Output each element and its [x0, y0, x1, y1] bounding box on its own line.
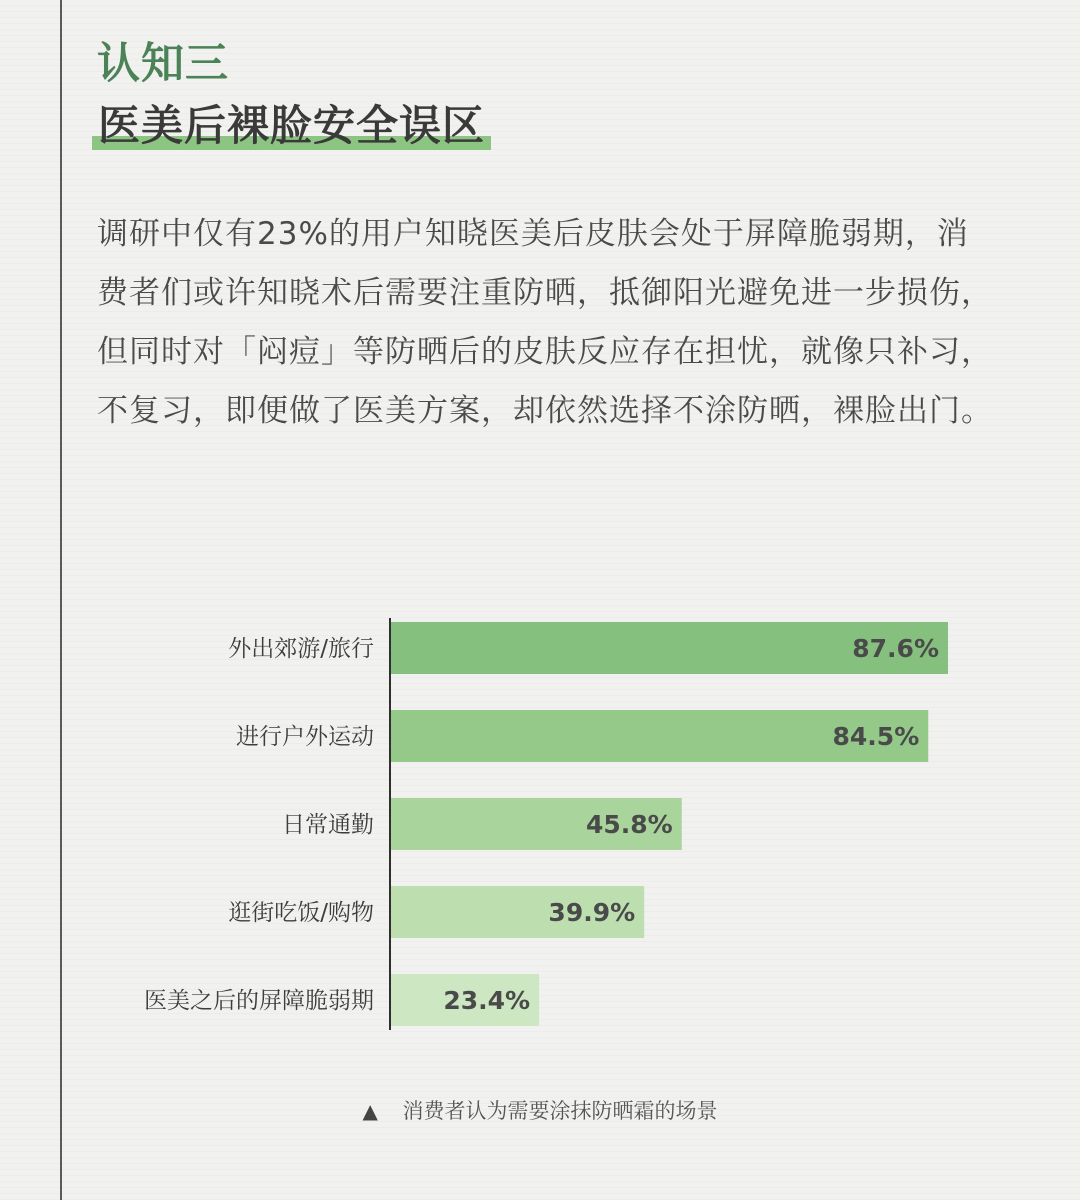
section-number: 认知三 [97, 39, 229, 89]
section-title-block [92, 95, 491, 157]
value-label: 39.9% [548, 898, 636, 927]
category-label: 进行户外运动 [236, 724, 374, 750]
scenario-bar-chart [0, 600, 1080, 1060]
value-label: 23.4% [443, 986, 531, 1015]
body-paragraph: 调研中仅有23%的用户知晓医美后皮肤会处于屏障脆弱期，消费者们或许知晓术后需要注重防晒，抵御阳光避免进一步损伤，但同时对「闷痘」等防晒后的皮肤反应存在担忧，就像只补习，不复习，即便做了医美方案，却依然选择不涂防晒，裸脸出门。 [97, 216, 993, 429]
value-label: 84.5% [832, 722, 920, 751]
value-label: 87.6% [852, 634, 940, 663]
chart-caption-text: 消费者认为需要涂抹防晒霜的场景 [402, 1099, 718, 1123]
section-title: 医美后裸脸安全误区 [98, 101, 486, 150]
value-label: 45.8% [586, 810, 673, 839]
category-label: 日常通勤 [282, 812, 374, 838]
category-label: 医美之后的屏障脆弱期 [144, 988, 374, 1014]
triangle-up-icon: ▲ [362, 1099, 378, 1123]
category-label: 逛街吃饭/购物 [228, 900, 374, 926]
category-label: 外出郊游/旅行 [228, 636, 374, 662]
chart-caption [0, 1095, 1080, 1125]
